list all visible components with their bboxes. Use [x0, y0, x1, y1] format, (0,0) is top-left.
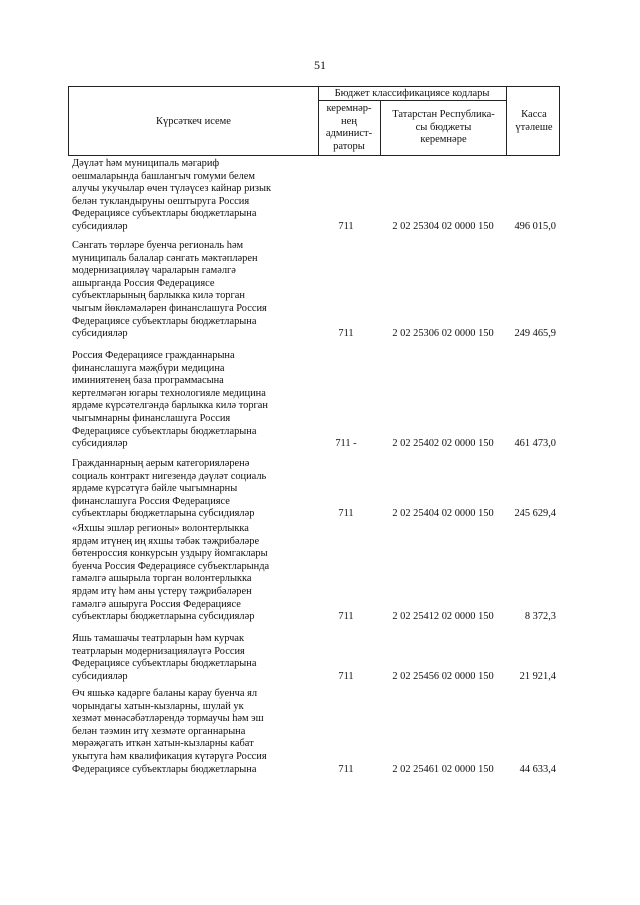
- row-indicator-text: [72, 633, 312, 683]
- page-number: 51: [314, 58, 326, 72]
- row-text-line: муниципаль балалар сәнгать мәктәпләрен: [72, 252, 258, 264]
- row-text-line: ярдәме күрсәтүгә бәйле чыгымнарны: [72, 483, 238, 495]
- row-text-line: субсидияләр: [72, 328, 128, 340]
- row-budget-code: 2 02 25456 02 0000 150: [392, 670, 494, 682]
- row-text-line: «Яхшы эшләр регионы» волонтерлыкка: [72, 523, 249, 534]
- row-text-line: оешмаларында башлангыч гомуми белем: [72, 170, 255, 182]
- header-admin-line: раторы: [333, 140, 365, 152]
- header-cash-execution: [507, 87, 561, 155]
- row-text-line: финанслашуга мәҗбүри медицина: [72, 362, 225, 374]
- row-text-line: субсидияләр: [72, 220, 128, 232]
- header-classification-codes: Бюджет классификациясе кодлары: [318, 87, 507, 101]
- row-text-line: гамәлгә ашырыла торган волонтерлыкка: [72, 573, 252, 585]
- row-text-line: театрларын модернизацияләүгә Россия: [72, 645, 245, 657]
- row-text-line: Федерациясе субъектлары бюджетларына: [72, 425, 257, 437]
- row-indicator-text: [72, 350, 312, 451]
- header-admin-line: керемнәр-: [326, 103, 372, 114]
- row-text-line: Федерациясе субъектлары бюджетларына: [72, 658, 257, 670]
- row-text-line: Яшь тамашачы театрларын һәм курчак: [72, 633, 245, 644]
- row-admin-code: 711: [338, 611, 354, 623]
- header-cash-line: Касса: [521, 109, 547, 120]
- row-cash-amount: 245 629,4: [514, 508, 556, 520]
- row-cash-amount: 461 473,0: [514, 438, 556, 450]
- header-budget-line: Татарстан Республика-: [392, 109, 495, 120]
- row-text-line: социаль контракт нигезендә дәүләт социаль: [72, 470, 267, 482]
- header-admin-line: админист-: [325, 128, 373, 139]
- row-text-line: субъектларының барлыкка килә торган: [72, 290, 245, 302]
- row-admin-code: 711: [338, 670, 354, 682]
- row-cash-amount: 249 465,9: [514, 328, 556, 340]
- row-text-line: кертелмәгән югары технологияле медицина: [72, 387, 266, 399]
- row-text-line: ярдәме күрсәтелгәндә барлыкка килә торган: [72, 400, 268, 412]
- row-admin-code: 711 -: [335, 438, 357, 450]
- row-text-line: хезмәт мөнәсәбәтләрендә тормаучы һәм эш: [72, 713, 264, 725]
- row-text-line: Сәнгать төрләре буенча региональ һәм: [72, 240, 244, 251]
- row-text-line: финанслашуга Россия Федерациясе: [72, 495, 230, 507]
- row-budget-code: 2 02 25306 02 0000 150: [392, 328, 494, 340]
- row-text-line: субъектлары бюджетларына субсидияләр: [72, 508, 255, 520]
- row-text-line: Федерациясе субъектлары бюджетларына: [72, 763, 257, 775]
- row-cash-amount: 496 015,0: [514, 221, 556, 232]
- row-cash-amount: 8 372,3: [524, 611, 556, 623]
- row-text-line: Дәүләт һәм муниципаль мәгариф: [72, 158, 220, 169]
- row-text-line: ярдәм итүнең иң яхшы тәбәк тәҗрибәләре: [72, 535, 260, 547]
- row-text-line: субъектлары бюджетларына субсидияләр: [72, 611, 255, 623]
- header-indicator-name: Күрсәткеч исеме: [69, 87, 319, 155]
- row-text-line: субсидияләр: [72, 438, 128, 450]
- header-budget-line: сы бюджеты: [415, 121, 472, 133]
- row-text-line: гамәлгә ашыруга Россия Федерациясе: [72, 598, 241, 610]
- header-cash-line: үтәлеше: [515, 122, 553, 133]
- row-text-line: Россия Федерациясе гражданнарына: [72, 350, 235, 361]
- row-text-line: буенча Россия Федерациясе субъектларында: [72, 560, 270, 572]
- row-indicator-text: [72, 458, 312, 521]
- row-text-line: субсидияләр: [72, 670, 128, 682]
- row-text-line: Гражданнарның аерым категорияләренә: [72, 458, 250, 469]
- table-header: [68, 86, 560, 156]
- row-indicator-text: [72, 523, 312, 624]
- header-revenue-administrator: [318, 101, 381, 155]
- row-text-line: ярдәм итү һәм аны үстерү тәҗрибәләрен: [72, 585, 252, 597]
- header-budget-line: керемнәре: [420, 134, 467, 145]
- row-text-line: чорындагы хатын-кызларны, шулай ук: [72, 700, 244, 712]
- row-text-line: Өч яшькә кадәрге баланы карау буенча ял: [72, 688, 258, 699]
- row-indicator-text: [72, 688, 312, 776]
- row-admin-code: 711: [338, 508, 354, 520]
- row-indicator-text: [72, 240, 312, 341]
- row-text-line: бөтенроссия конкурсын уздыру йомгаклары: [72, 548, 268, 560]
- row-admin-code: 711: [338, 221, 354, 232]
- row-text-line: мөрәҗәгать иткән хатын-кызларны кабат: [72, 738, 254, 750]
- row-text-line: алучы укучылар өчен түләүсез кайнар ризык: [72, 183, 271, 195]
- row-text-line: ашырганда Россия Федерациясе: [72, 277, 215, 289]
- row-text-line: чыгымнарны финанслашуга Россия: [72, 412, 231, 424]
- row-admin-code: 711: [338, 763, 354, 775]
- row-budget-code: 2 02 25461 02 0000 150: [392, 763, 494, 775]
- header-admin-line: нең: [341, 115, 357, 127]
- row-budget-code: 2 02 25412 02 0000 150: [392, 611, 494, 623]
- row-budget-code: 2 02 25404 02 0000 150: [392, 508, 494, 520]
- row-admin-code: 711: [338, 328, 354, 340]
- row-text-line: укытуга һәм квалификация күтәрүгә Россия: [72, 750, 267, 762]
- row-text-line: Федерациясе субъектлары бюджетларына: [72, 208, 257, 220]
- row-budget-code: 2 02 25402 02 0000 150: [392, 438, 494, 450]
- row-text-line: белән тәэмин итү хезмәте органнарына: [72, 725, 246, 737]
- row-text-line: Федерациясе субъектлары бюджетларына: [72, 315, 257, 327]
- row-text-line: чыгым йөкләмәләрен финанслашуга Россия: [72, 302, 267, 314]
- row-text-line: модернизацияләү чараларын гамәлгә: [72, 265, 236, 277]
- row-cash-amount: 44 633,4: [519, 763, 556, 775]
- row-text-line: иминиятенең база программасына: [72, 375, 224, 387]
- row-budget-code: 2 02 25304 02 0000 150: [392, 221, 494, 232]
- row-cash-amount: 21 921,4: [519, 670, 556, 682]
- row-indicator-text: [72, 158, 312, 234]
- header-republic-budget-revenue: [381, 101, 507, 155]
- row-text-line: белән тукландыруны оештыруга Россия: [72, 195, 250, 207]
